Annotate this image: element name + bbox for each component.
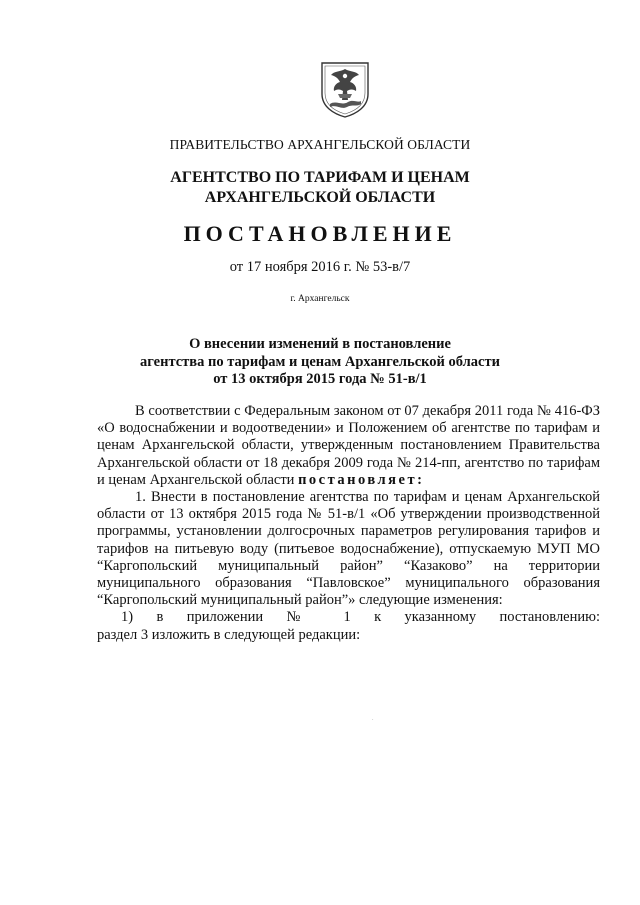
subject-line3: от 13 октября 2015 года № 51-в/1 — [213, 371, 427, 387]
document-body — [97, 403, 600, 644]
document-type: ПОСТАНОВЛЕНИЕ — [183, 221, 457, 246]
agency-name-line1: АГЕНТСТВО ПО ТАРИФАМ И ЦЕНАМ — [170, 169, 470, 186]
city: г. Архангельск — [290, 294, 350, 304]
coat-of-arms-icon — [318, 60, 372, 118]
item-1-paragraph: 1. Внести в постановление агентства по тарифам и ценам Архангельской области от 13 октября 2015 года № 51-в/1 «Об утверждении производственной программы, установлении долгосрочных параметров регулирования тарифов и тарифов на питьевую воду (питьевое водоснабжение), отпускаемую МУП МО “Каргопольский муниципальный район” “Казаково” на территории муниципального образования “Павловское” муниципального образования “Каргопольский муниципальный район”» следующие изменения: — [97, 489, 600, 609]
date-and-number: от 17 ноября 2016 г. № 53-в/7 — [229, 259, 411, 275]
item-1-1-text: 1) в приложении № 1 к указанному постановлению: — [121, 609, 600, 626]
item-1-1-line1 — [97, 609, 600, 626]
government-name: ПРАВИТЕЛЬСТВО АРХАНГЕЛЬСКОЙ ОБЛАСТИ — [169, 137, 471, 152]
decree-word: постановляет: — [298, 471, 425, 488]
item-1-1-line2: раздел 3 изложить в следующей редакции: — [97, 626, 361, 643]
agency-name — [0, 168, 640, 208]
agency-name-line2: АРХАНГЕЛЬСКОЙ ОБЛАСТИ — [204, 189, 436, 206]
document-subject — [0, 336, 640, 389]
preamble-paragraph — [97, 403, 600, 489]
subject-line2: агентства по тарифам и ценам Архангельской области — [140, 353, 500, 370]
subject-line1: О внесении изменений в постановление — [189, 336, 451, 352]
preamble-text: В соответствии с Федеральным законом от 07 декабря 2011 года № 416-ФЗ «О водоснабжении и водоотведении» и Положением об агентстве по тарифам и ценам Архангельской области, утвержденным постановлением Правительства Архангельской области от 18 декабря 2009 года № 214-пп, агентство по тарифам и ценам Архангельской области — [97, 403, 600, 488]
scan-speck: . — [372, 716, 374, 722]
